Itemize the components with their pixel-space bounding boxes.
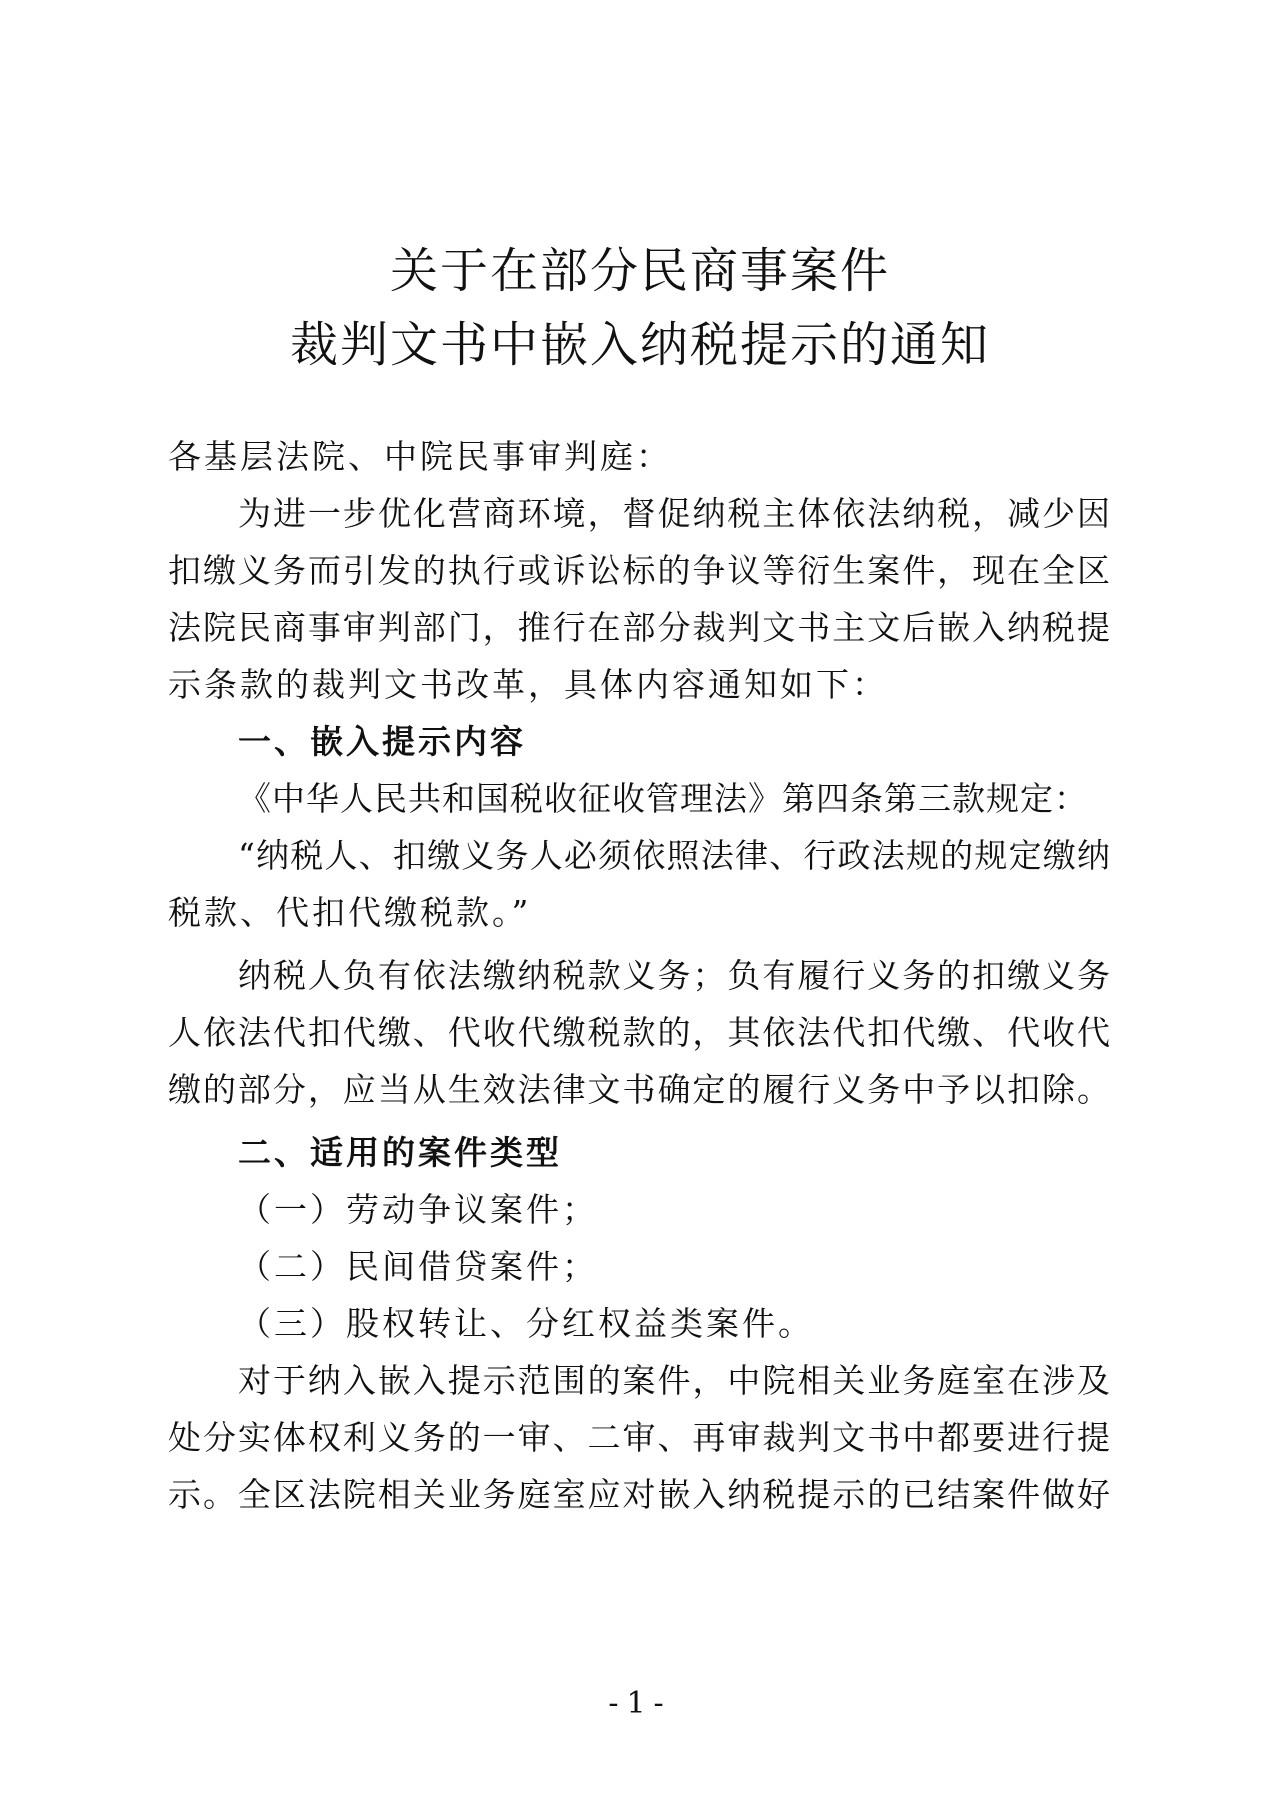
case-type-item-3: （三）股权转让、分红权益类案件。 [238,1304,814,1343]
section-1-heading: 一、嵌入提示内容 [238,722,526,761]
page-number: -1- [608,1686,672,1721]
law-reference: 《中华人民共和国税收征收管理法》第四条第三款规定： [238,779,1088,818]
law-quote-line-1: “纳税人、扣缴义务人必须依照法律、行政法规的规定缴纳 [238,836,1110,875]
document-title-line-2: 裁判文书中嵌入纳税提示的通知 [289,317,990,373]
paragraph-1-line-2: 扣缴义务而引发的执行或诉讼标的争议等衍生案件，现在全区 [168,551,1110,590]
scope-paragraph-line-1: 对于纳入嵌入提示范围的案件，中院相关业务庭室在涉及 [238,1361,1110,1400]
scope-paragraph-line-3: 示。全区法院相关业务庭室应对嵌入纳税提示的已结案件做好 [168,1475,1110,1514]
case-type-item-1: （一）劳动争议案件； [238,1190,598,1229]
law-quote-line-2: 税款、代扣代缴税款。” [168,893,532,932]
addressee: 各基层法院、中院民事审判庭： [168,437,672,476]
tax-prompt-line-1: 纳税人负有依法缴纳税款义务；负有履行义务的扣缴义务 [238,956,1110,995]
paragraph-1-line-4: 示条款的裁判文书改革，具体内容通知如下： [168,665,888,704]
document-title-line-1: 关于在部分民商事案件 [389,243,890,299]
tax-prompt-line-2: 人依法代扣代缴、代收代缴税款的，其依法代扣代缴、代收代 [168,1013,1110,1052]
paragraph-1-line-1: 为进一步优化营商环境，督促纳税主体依法纳税，减少因 [238,494,1110,533]
paragraph-1-line-3: 法院民商事审判部门，推行在部分裁判文书主文后嵌入纳税提 [168,608,1110,647]
tax-prompt-line-3: 缴的部分，应当从生效法律文书确定的履行义务中予以扣除。 [168,1070,1110,1109]
case-type-item-2: （二）民间借贷案件； [238,1247,598,1286]
section-2-heading: 二、适用的案件类型 [238,1133,562,1172]
scope-paragraph-line-2: 处分实体权利义务的一审、二审、再审裁判文书中都要进行提 [168,1418,1110,1457]
